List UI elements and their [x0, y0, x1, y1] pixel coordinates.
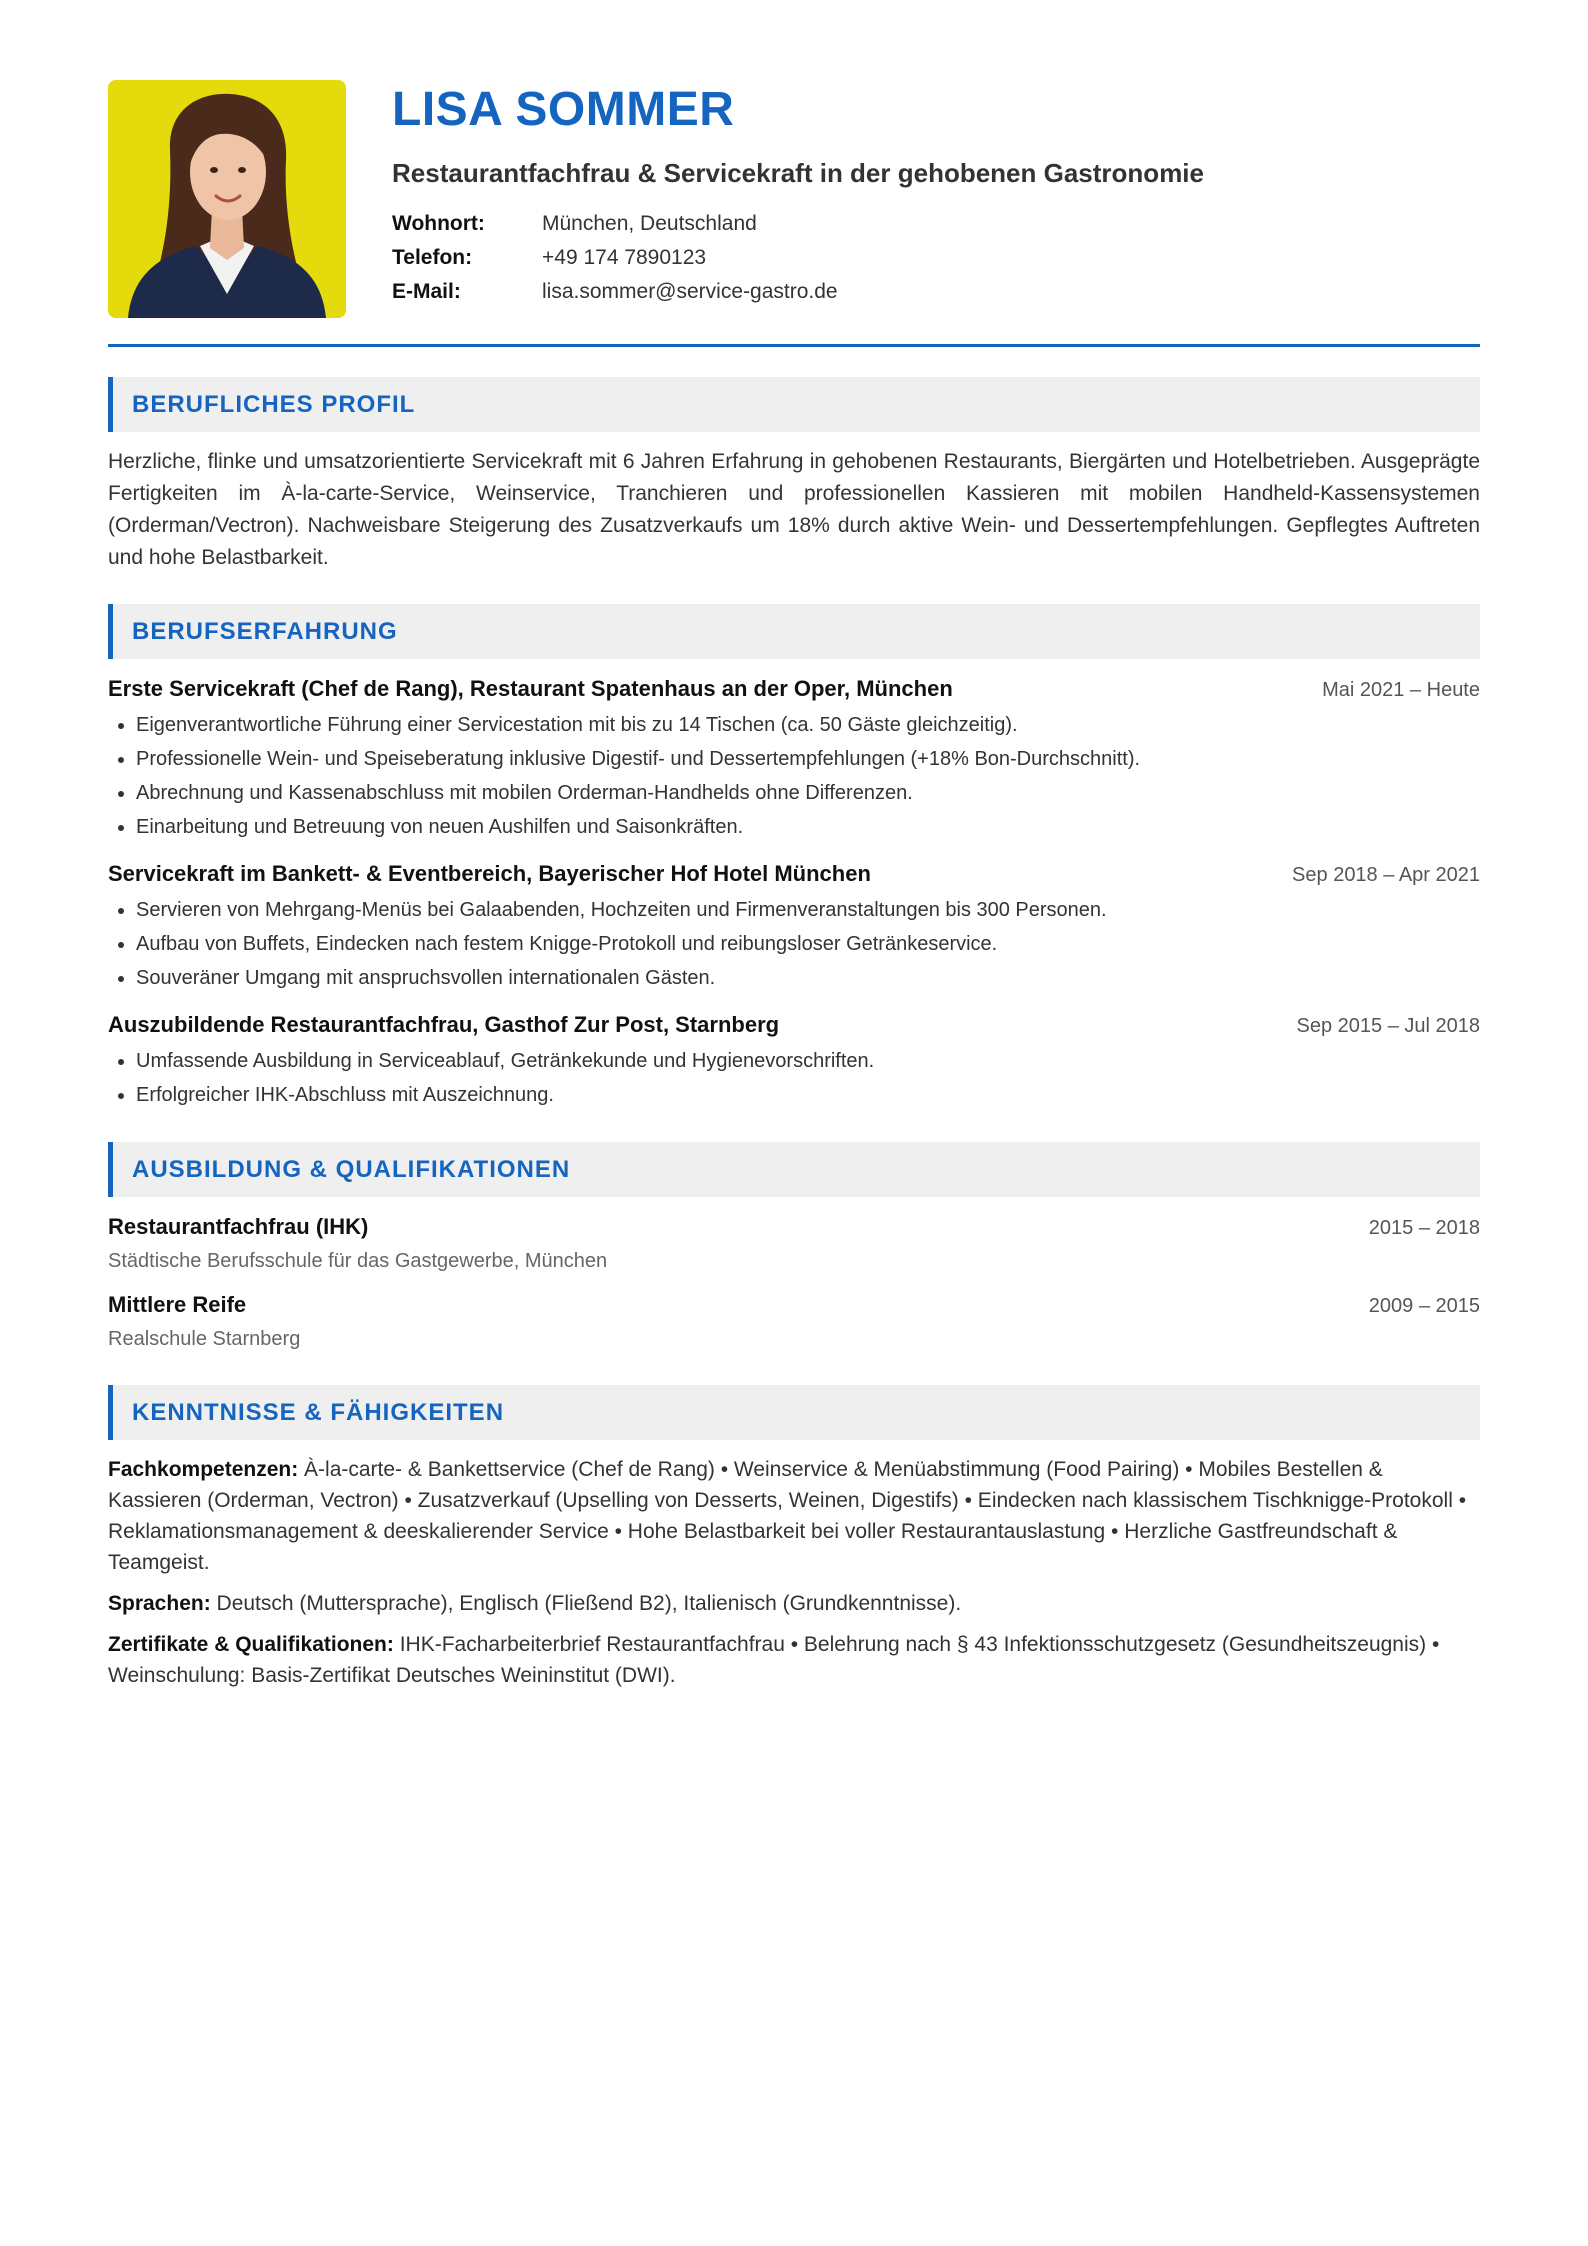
job-header [108, 673, 1480, 706]
skill-label: Fachkompetenzen: [108, 1458, 299, 1481]
candidate-name: LISA SOMMER [392, 83, 735, 136]
job-bullets [108, 893, 1480, 995]
contact-label: Telefon: [392, 246, 473, 270]
section-education [108, 1142, 1480, 1355]
job-bullet: • Professionelle Wein- und Speiseberatung inklusive Digestif- und Dessertempfehlungen (+18% Bon-Durchschnitt). [136, 742, 1480, 776]
contact-row-phone [392, 241, 1204, 275]
education-title: Mittlere Reife [108, 1292, 247, 1317]
education-header [108, 1289, 1480, 1321]
job-bullets [108, 1044, 1480, 1112]
job-date: Sep 2015 – Jul 2018 [1296, 1015, 1480, 1037]
skill-paragraph [108, 1629, 1480, 1691]
job-bullet: • Abrechnung und Kassenabschluss mit mobilen Orderman-Handhelds ohne Differenzen. [136, 776, 1480, 810]
job-bullets [108, 708, 1480, 844]
contact-row-email [392, 275, 1204, 309]
education-date: 2009 – 2015 [1368, 1295, 1480, 1317]
portrait-illustration [108, 80, 346, 318]
job-entry [108, 858, 1480, 995]
resume-header [108, 80, 1480, 347]
contact-row-location [392, 207, 1204, 241]
contact-value: +49 174 7890123 [542, 246, 707, 270]
profile-photo [108, 80, 346, 318]
section-experience [108, 604, 1480, 1112]
skill-paragraph [108, 1588, 1480, 1619]
job-bullet: • Einarbeitung und Betreuung von neuen Aushilfen und Saisonkräften. [136, 810, 1480, 844]
education-title: Restaurantfachfrau (IHK) [108, 1214, 369, 1239]
education-school: Realschule Starnberg [108, 1328, 301, 1350]
skill-text: À-la-carte- & Bankettservice (Chef de Rang) • Weinservice & Menüabstimmung (Food Pairing) • Mobiles Bestellen & Kassieren (Orderman, Vectron) • Zusatzverkauf (Upselling von Desserts, Weinen, Digestifs) • Eindecken nach klassischem Tischknigge-Protokoll • Reklamationsmanagement & deeskalierender Service • Hohe Belastbarkeit bei voller Restaurantauslastung • Herzliche Gastfreundschaft & Teamgeist. [108, 1458, 1467, 1574]
contact-value: München, Deutschland [542, 212, 757, 236]
section-skills [108, 1385, 1480, 1691]
job-bullet: • Eigenverantwortliche Führung einer Servicestation mit bis zu 14 Tischen (ca. 50 Gäste gleichzeitig). [136, 708, 1480, 742]
header-info [392, 80, 1204, 309]
education-entry [108, 1289, 1480, 1355]
education-header [108, 1211, 1480, 1243]
job-bullet: • Umfassende Ausbildung in Serviceablauf, Getränkekunde und Hygienevorschriften. [136, 1044, 1480, 1078]
job-entry [108, 673, 1480, 844]
job-bullet: • Souveräner Umgang mit anspruchsvollen internationalen Gästen. [136, 961, 1480, 995]
job-entry [108, 1009, 1480, 1112]
section-title: BERUFSERFAHRUNG [108, 604, 1480, 659]
job-header [108, 1009, 1480, 1042]
job-title: Erste Servicekraft (Chef de Rang), Restaurant Spatenhaus an der Oper, München [108, 676, 953, 701]
education-school: Städtische Berufsschule für das Gastgewerbe, München [108, 1250, 608, 1272]
contact-list [392, 207, 1204, 309]
section-profile [108, 377, 1480, 574]
section-body [108, 1454, 1480, 1691]
section-title: KENNTNISSE & FÄHIGKEITEN [108, 1385, 1480, 1440]
section-body [108, 446, 1480, 574]
section-title: BERUFLICHES PROFIL [108, 377, 1480, 432]
contact-label: E-Mail: [392, 280, 461, 304]
education-date: 2015 – 2018 [1368, 1217, 1480, 1239]
skill-label: Zertifikate & Qualifikationen: [108, 1633, 394, 1656]
section-title: AUSBILDUNG & QUALIFIKATIONEN [108, 1142, 1480, 1197]
education-entry [108, 1211, 1480, 1277]
job-bullet: • Servieren von Mehrgang-Menüs bei Galaabenden, Hochzeiten und Firmenveranstaltungen bis 300 Personen. [136, 893, 1480, 927]
job-bullet: • Erfolgreicher IHK-Abschluss mit Auszeichnung. [136, 1078, 1480, 1112]
profile-text: Herzliche, flinke und umsatzorientierte Servicekraft mit 6 Jahren Erfahrung in gehobenen Restaurants, Biergärten und Hotelbetrieben. Ausgeprägte Fertigkeiten im À-la-carte-Service, Weinservice, Tranchieren und professionellen Kassieren mit mobilen Handheld-Kassensystemen (Orderman/Vectron). Nachweisbare Steigerung des Zusatzverkaufs um 18% durch aktive Wein- und Dessertempfehlungen. Gepflegtes Auftreten und hohe Belastbarkeit. [108, 450, 1480, 569]
skill-label: Sprachen: [108, 1592, 211, 1615]
candidate-subtitle: Restaurantfachfrau & Servicekraft in der gehobenen Gastronomie [392, 158, 1204, 188]
contact-label: Wohnort: [392, 212, 485, 236]
job-bullet: • Aufbau von Buffets, Eindecken nach festem Knigge-Protokoll und reibungsloser Getränkeservice. [136, 927, 1480, 961]
job-title: Auszubildende Restaurantfachfrau, Gasthof Zur Post, Starnberg [108, 1012, 780, 1037]
contact-value: lisa.sommer@service-gastro.de [542, 280, 838, 304]
section-body [108, 673, 1480, 1112]
skill-text: Deutsch (Muttersprache), Englisch (Fließend B2), Italienisch (Grundkenntnisse). [210, 1592, 962, 1615]
job-header [108, 858, 1480, 891]
job-date: Sep 2018 – Apr 2021 [1292, 864, 1480, 886]
job-date: Mai 2021 – Heute [1322, 679, 1480, 701]
skill-paragraph [108, 1454, 1480, 1578]
section-body [108, 1211, 1480, 1355]
job-title: Servicekraft im Bankett- & Eventbereich, Bayerischer Hof Hotel München [108, 861, 871, 886]
skill-text: IHK-Facharbeiterbrief Restaurantfachfrau • Belehrung nach § 43 Infektionsschutzgesetz (Gesundheitszeugnis) • Weinschulung: Basis-Zertifikat Deutsches Weininstitut (DWI). [108, 1633, 1440, 1687]
